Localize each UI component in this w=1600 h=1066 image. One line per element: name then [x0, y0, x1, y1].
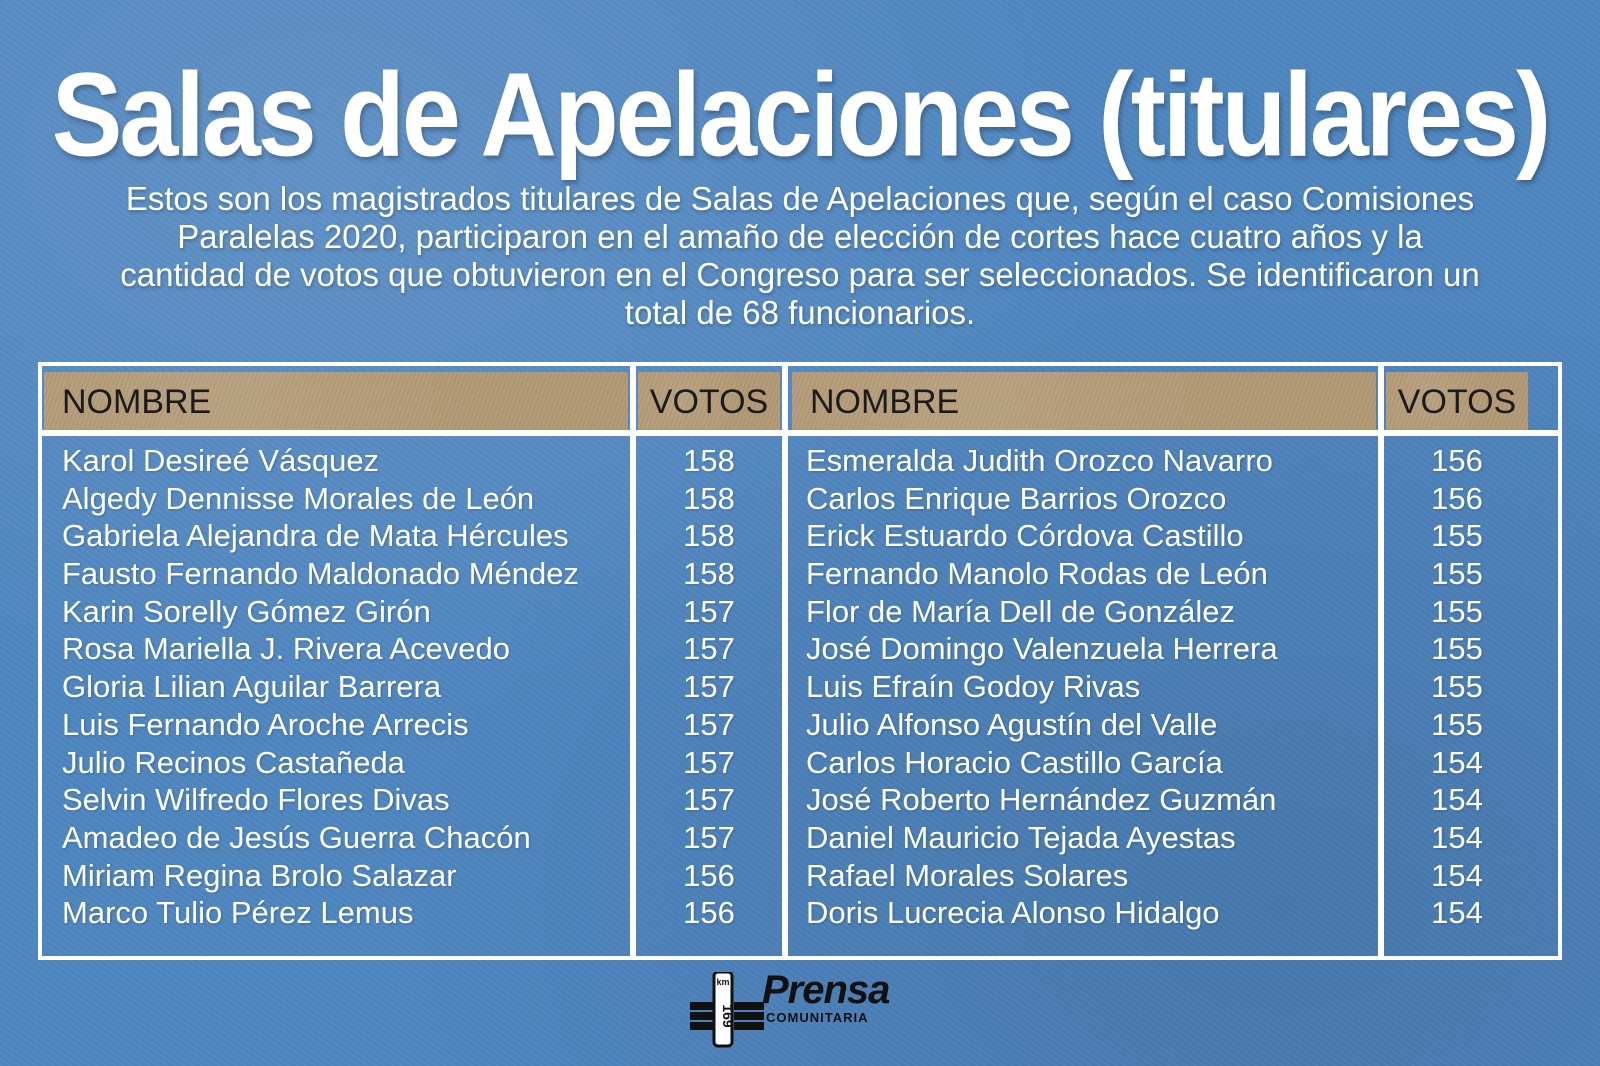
- page-title: Salas de Apelaciones (titulares): [51, 49, 1549, 182]
- table-row-votes: 155: [1431, 518, 1483, 554]
- table-row-votes: 157: [683, 631, 735, 667]
- logo-name-line1: Prensa: [762, 968, 890, 1012]
- table-row-votes: 154: [1431, 744, 1483, 780]
- table-row-votes: 155: [1431, 593, 1483, 629]
- table-row-votes: 157: [683, 744, 735, 780]
- km-marker-icon: [690, 972, 768, 1052]
- table-row-votes: 156: [683, 895, 735, 931]
- table-row-name: Flor de María Dell de González: [806, 593, 1236, 629]
- table-row-votes: 156: [1431, 443, 1483, 478]
- page-subtitle: Estos son los magistrados titulares de Salas de Apelaciones que, según el caso Comisiones Paralelas 2020, participaron en el amaño de elección de cortes hace cuatro años y la cantidad de votos que obtuvieron en el Congreso para ser seleccionados. Se identificaron un total de 68 funcionarios.: [120, 180, 1480, 331]
- table-row-name: Fernando Manolo Rodas de León: [806, 556, 1268, 592]
- table-row-name: Luis Fernando Aroche Arrecis: [62, 706, 469, 742]
- table-row-votes: 158: [683, 480, 735, 516]
- table-row-name: Luis Efraín Godoy Rivas: [806, 669, 1141, 705]
- km-label: km: [716, 977, 730, 987]
- votes-column-right: [1402, 442, 1512, 932]
- column-divider: [630, 366, 636, 956]
- table-row-name: Algedy Dennisse Morales de León: [62, 480, 535, 516]
- table-row-name: Marco Tulio Pérez Lemus: [62, 895, 414, 931]
- table-row-name: Rafael Morales Solares: [806, 857, 1129, 893]
- table-row-votes: 157: [683, 593, 735, 629]
- table-row-votes: 155: [1431, 556, 1483, 592]
- table-row-name: Esmeralda Judith Orozco Navarro: [806, 443, 1273, 478]
- table-row-votes: 158: [683, 518, 735, 554]
- table-row-votes: 157: [683, 669, 735, 705]
- header-votes-right: VOTOS: [1386, 372, 1528, 430]
- table-row-name: Gloria Lilian Aguilar Barrera: [62, 669, 442, 705]
- table-row-votes: 154: [1431, 819, 1483, 855]
- table-row-name: Gabriela Alejandra de Mata Hércules: [62, 518, 569, 554]
- table-row-votes: 156: [1431, 480, 1483, 516]
- table-row-name: Karol Desireé Vásquez: [62, 443, 380, 478]
- prensa-comunitaria-logo: [690, 968, 920, 1046]
- table-row-name: Selvin Wilfredo Flores Divas: [62, 782, 450, 818]
- logo-name-line2: COMUNITARIA: [766, 1010, 869, 1025]
- table-row-votes: 154: [1431, 895, 1483, 931]
- header-divider: [42, 430, 1558, 436]
- table-row-name: Fausto Fernando Maldonado Méndez: [62, 556, 579, 592]
- table-row-votes: 156: [683, 857, 735, 893]
- table-row-name: Doris Lucrecia Alonso Hidalgo: [806, 895, 1220, 931]
- table-row-name: Karin Sorelly Gómez Girón: [62, 593, 431, 629]
- table-row-name: Julio Recinos Castañeda: [62, 744, 405, 780]
- table-row-name: José Roberto Hernández Guzmán: [806, 782, 1277, 818]
- votes-table: [38, 362, 1562, 960]
- table-row-votes: 157: [683, 706, 735, 742]
- votes-column-left: [654, 442, 764, 932]
- table-row-votes: 154: [1431, 782, 1483, 818]
- table-row-name: Amadeo de Jesús Guerra Chacón: [62, 819, 531, 855]
- table-row-name: Rosa Mariella J. Rivera Acevedo: [62, 631, 510, 667]
- header-name-right: NOMBRE: [792, 372, 1376, 430]
- table-row-name: Miriam Regina Brolo Salazar: [62, 857, 457, 893]
- names-column-left: [62, 442, 622, 932]
- table-row-name: Erick Estuardo Córdova Castillo: [806, 518, 1244, 554]
- km-number: 169: [720, 1004, 736, 1028]
- table-row-name: Carlos Horacio Castillo García: [806, 744, 1223, 780]
- header-votes-left: VOTOS: [638, 372, 780, 430]
- table-row-votes: 157: [683, 782, 735, 818]
- names-column-right: [806, 442, 1366, 932]
- table-row-votes: 154: [1431, 857, 1483, 893]
- column-divider: [1378, 366, 1384, 956]
- table-row-name: Daniel Mauricio Tejada Ayestas: [806, 819, 1236, 855]
- table-divider: [782, 366, 788, 956]
- table-row-name: Julio Alfonso Agustín del Valle: [806, 706, 1218, 742]
- table-row-votes: 157: [683, 819, 735, 855]
- table-row-votes: 155: [1431, 631, 1483, 667]
- table-row-votes: 155: [1431, 706, 1483, 742]
- table-row-votes: 158: [683, 443, 735, 478]
- table-row-votes: 158: [683, 556, 735, 592]
- table-row-votes: 155: [1431, 669, 1483, 705]
- header-name-left: NOMBRE: [44, 372, 628, 430]
- table-row-name: Carlos Enrique Barrios Orozco: [806, 480, 1227, 516]
- table-row-name: José Domingo Valenzuela Herrera: [806, 631, 1278, 667]
